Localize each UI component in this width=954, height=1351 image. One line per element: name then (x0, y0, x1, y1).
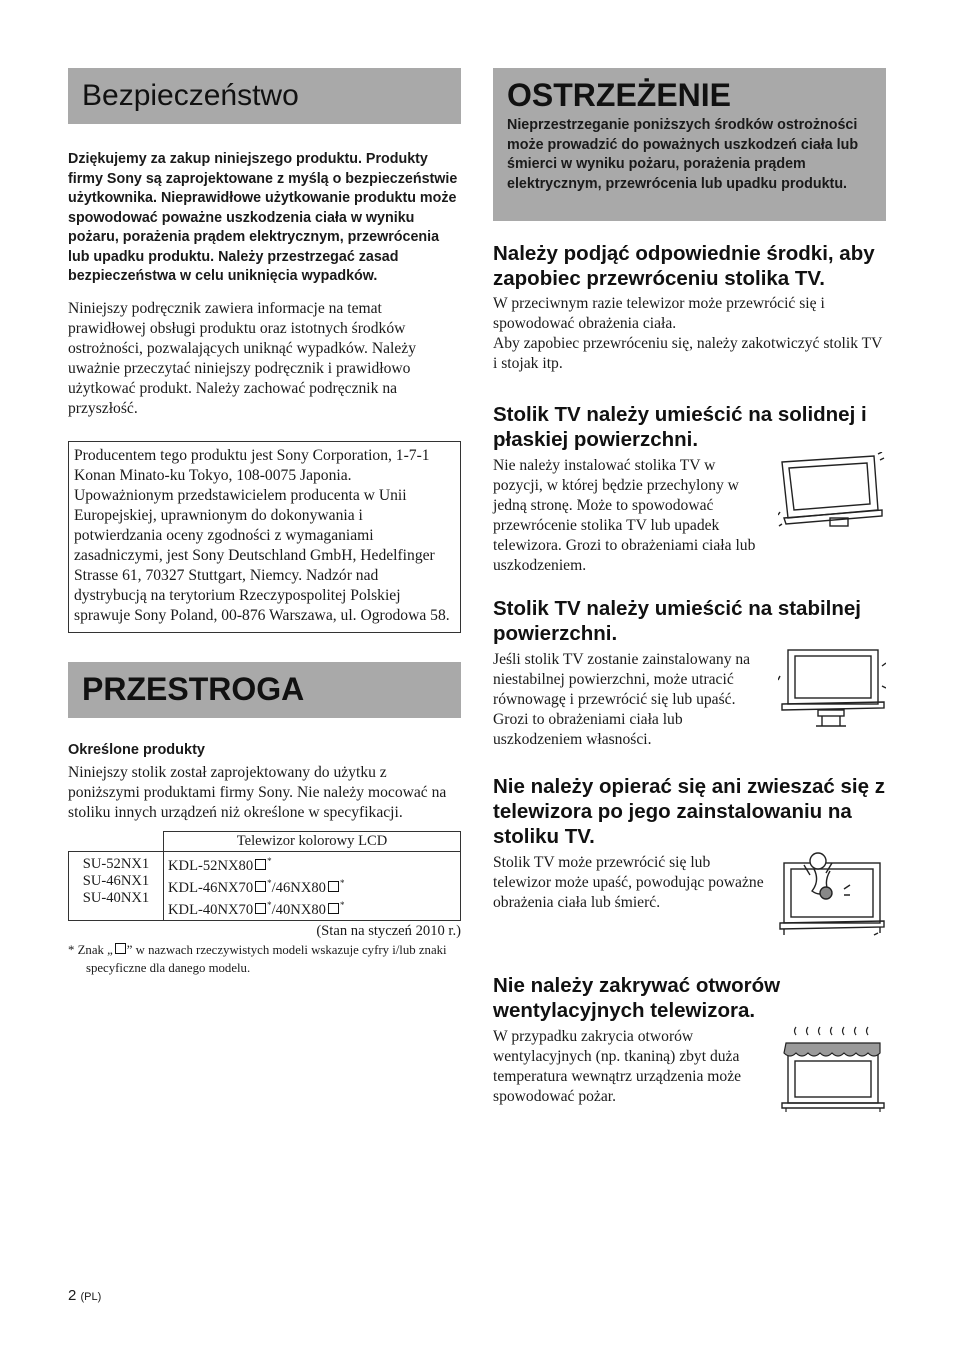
section-text: W przypadku zakrycia otworów wentylacyjnych (np. tkaniną) zbyt duża temperatura wewnątrz urządzenia może spowodować pożar. (493, 1028, 742, 1105)
compatibility-table (68, 831, 461, 921)
section-title: Stolik TV należy umieścić na solidnej i płaskiej powierzchni. (493, 403, 867, 451)
page-number: 2 (PL) (68, 1287, 102, 1304)
covered-vents-illustration (778, 1023, 886, 1115)
section-title: Nie należy opierać się ani zwieszać się z telewizora po jego zainstalowaniu na stoliku TV. (493, 775, 885, 848)
section-header-safety (68, 68, 461, 124)
manufacturer-box: Producentem tego produktu jest Sony Corporation, 1-7-1 Konan Minato-ku Tokyo, 108-0075 Japonia. Upoważnionym przedstawicielem producenta w Unii Europejskiej, uprawnionym do dokonywania i potwierdzania oceny zgodności z wymaganiami zasadniczymi, jest Sony Deutschland GmbH, Hedelfinger Strasse 61, 70327 Stuttgart, Niemcy. Nadzór nad dystrybucją na terytorium Rzeczypospolitej Polskiej sprawuje Sony Poland, 00-876 Warszawa, ul. Ogrodowa 58. (68, 441, 461, 633)
left-column (68, 68, 461, 977)
section-title: Nie należy zakrywać otworów wentylacyjnych telewizora. (493, 974, 781, 1022)
tv-model-row: KDL-52NX80 * (168, 855, 272, 874)
stand-model: SU-40NX1 (82, 889, 150, 906)
section-title-safety: Bezpieczeństwo (82, 79, 299, 112)
placeholder-square-icon (328, 903, 339, 914)
footnote: * Znak „ ” w nazwach rzeczywistych modeli wskazuje cyfry i/lub znaki specyficzne dla danego modelu. (68, 942, 447, 975)
table-header: Telewizor kolorowy LCD (164, 831, 461, 851)
intro-bold-text: Dziękujemy za zakup niniejszego produktu. Produkty firmy Sony są zaprojektowane z myślą o bezpieczeństwie użytkownika. Nieprawidłowe użytkowanie produktu może spowodować poważne uszkodzenia ciała w wyniku pożaru, porażenia prądem elektrycznym, przewrócenia lub upadku produktu. Należy przestrzegać zasad bezpieczeństwa w celu uniknięcia wypadków. (68, 151, 458, 284)
tv-model-row: KDL-40NX70 */40NX80 * (168, 899, 345, 918)
warning-box (493, 68, 886, 221)
section-stable-surface (493, 596, 886, 750)
stand-model: SU-46NX1 (82, 872, 150, 889)
section-ventilation (493, 973, 886, 1115)
section-text: Stolik TV może przewrócić się lub telewizor może upaść, powodując poważne obrażenia ciała lub śmierć. (493, 854, 764, 911)
tv-models (164, 851, 461, 920)
placeholder-square-icon (328, 881, 339, 892)
placeholder-square-icon (255, 881, 266, 892)
section-title-caution: PRZESTROGA (82, 671, 305, 707)
intro-text: Niniejszy podręcznik zawiera informacje na temat prawidłowej obsługi produktu oraz istotnych środków ostrożności, pozwalających uniknąć wypadków. Należy uważnie przeczytać niniejszy podręcznik i prawidłowo użytkować produkt. Należy zachować podręcznik na przyszłość. (68, 299, 416, 417)
stand-models (69, 851, 164, 920)
section-header-caution (68, 662, 461, 718)
warning-text: Nieprzestrzeganie poniższych środków ostrożności może prowadzić do poważnych uszkodzeń ciała lub śmierci w wyniku pożaru, porażenia prądem elektrycznym, przewrócenia lub upadku produktu. (507, 117, 859, 192)
section-text: Nie należy instalować stolika TV w pozycji, w której będzie przechylony w jedną stronę. Może to spowodować przewrócenie stolika TV lub upadek telewizora. Grozi to obrażeniami ciała lub uszkodzeniem. (493, 457, 756, 574)
section-title: Stolik TV należy umieścić na stabilnej powierzchni. (493, 597, 861, 645)
section-flat-surface (493, 402, 886, 576)
unstable-stand-illustration (778, 646, 886, 730)
status-date: (Stan na styczeń 2010 r.) (316, 922, 461, 939)
warning-title: OSTRZEŻENIE (507, 77, 732, 113)
placeholder-square-icon (255, 903, 266, 914)
stand-model: SU-52NX1 (82, 855, 150, 872)
right-column (493, 68, 886, 1115)
section-no-hanging (493, 774, 886, 939)
section-text: W przeciwnym razie telewizor może przewrócić się i spowodować obrażenia ciała. Aby zapobiec przewróceniu się, należy zakotwiczyć stolik TV i stojak itp. (493, 295, 883, 372)
products-text: Niniejszy stolik został zaprojektowany do użytku z poniższymi produktami firmy Sony. Nie należy mocować na stoliku innych urządzeń niż określone w specyfikacji. (68, 763, 447, 821)
section-title: Należy podjąć odpowiednie środki, aby zapobiec przewróceniu stolika TV. (493, 242, 875, 290)
products-heading: Określone produkty (68, 741, 205, 758)
placeholder-square-icon (255, 859, 266, 870)
tilted-tv-illustration (778, 452, 886, 530)
tv-model-row: KDL-46NX70 */46NX80 * (168, 877, 345, 896)
child-hanging-tv-illustration (778, 849, 886, 939)
section-text: Jeśli stolik TV zostanie zainstalowany na niestabilnej powierzchni, może utracić równowagę i przewrócić się lub upaść. Grozi to obrażeniami ciała lub uszkodzeniem własności. (493, 651, 751, 748)
section-tip-over (493, 241, 886, 374)
placeholder-square-icon (115, 943, 126, 954)
